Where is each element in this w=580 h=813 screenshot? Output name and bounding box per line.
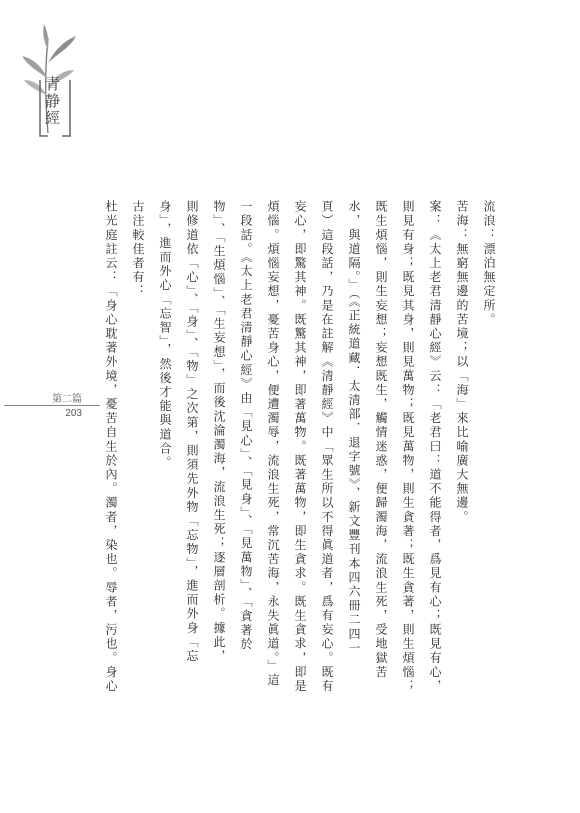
book-emblem — [18, 18, 88, 143]
text-column: 妄心，即驚其神。既驚其神，即著萬物。既著萬物，即生貪求。既生貪求，即是 — [293, 200, 307, 694]
text-column: 杜光庭註云：「身心耽著外境，憂苦自生於內。濁者，染也。辱者，污也。身心 — [104, 200, 118, 694]
page-footer — [0, 390, 100, 420]
text-column: 苦海：無窮無邊的苦境；以「海」來比喻廣大無邊。 — [455, 200, 469, 525]
section-label: 第二篇 — [52, 394, 82, 405]
footer-divider — [4, 405, 100, 406]
text-column: 物」、「生煩惱」、「生妄想」，而後沈淪濁海，流浪生死；逐層剖析。據此， — [212, 200, 226, 664]
text-column: 煩惱。煩惱妄想，憂苦身心，便遭濁辱，流浪生死，常沉苦海，永失眞道。」這 — [266, 200, 280, 688]
text-column: 流浪：漂泊無定所。 — [482, 200, 496, 327]
text-column: 古注較佳者有： — [131, 200, 145, 299]
text-column: 則見有身；既見其身，則見萬物；既見萬物，則生貪著；既生貪著，則生煩惱； — [401, 200, 415, 694]
text-column: 身」，進而外心「忘智」，然後才能與道合。 — [158, 200, 172, 470]
text-column: 則修道依「心」、「身」、「物」之次第，則須先外物「忘物」，進而外身「忘 — [185, 200, 199, 664]
text-column: 頁）這段話，乃是在註解《清靜經》中「眾生所以不得眞道者，爲有妄心。既有 — [320, 200, 334, 694]
text-column: 既生煩惱，則生妄想；妄想既生，觸情迷惑，便歸濁海，流浪生死，受地獄苦 — [374, 200, 388, 680]
text-column: 案：《太上老君清靜心經》云：「老君曰：道不能得者，爲見有心；既見有心， — [428, 200, 442, 694]
page-number: 203 — [65, 408, 82, 419]
text-column: 一段話。《太上老君清靜心經》由「見心」、「見身」、「見萬物」、「貪著於 — [239, 200, 253, 652]
emblem-title: 青静經 — [43, 76, 61, 127]
text-column: 水，與道隔。」（《正統道藏．太清部．退字號》，新文豐刊本四六冊二四一 — [347, 200, 361, 656]
vertical-text-body — [97, 200, 502, 740]
